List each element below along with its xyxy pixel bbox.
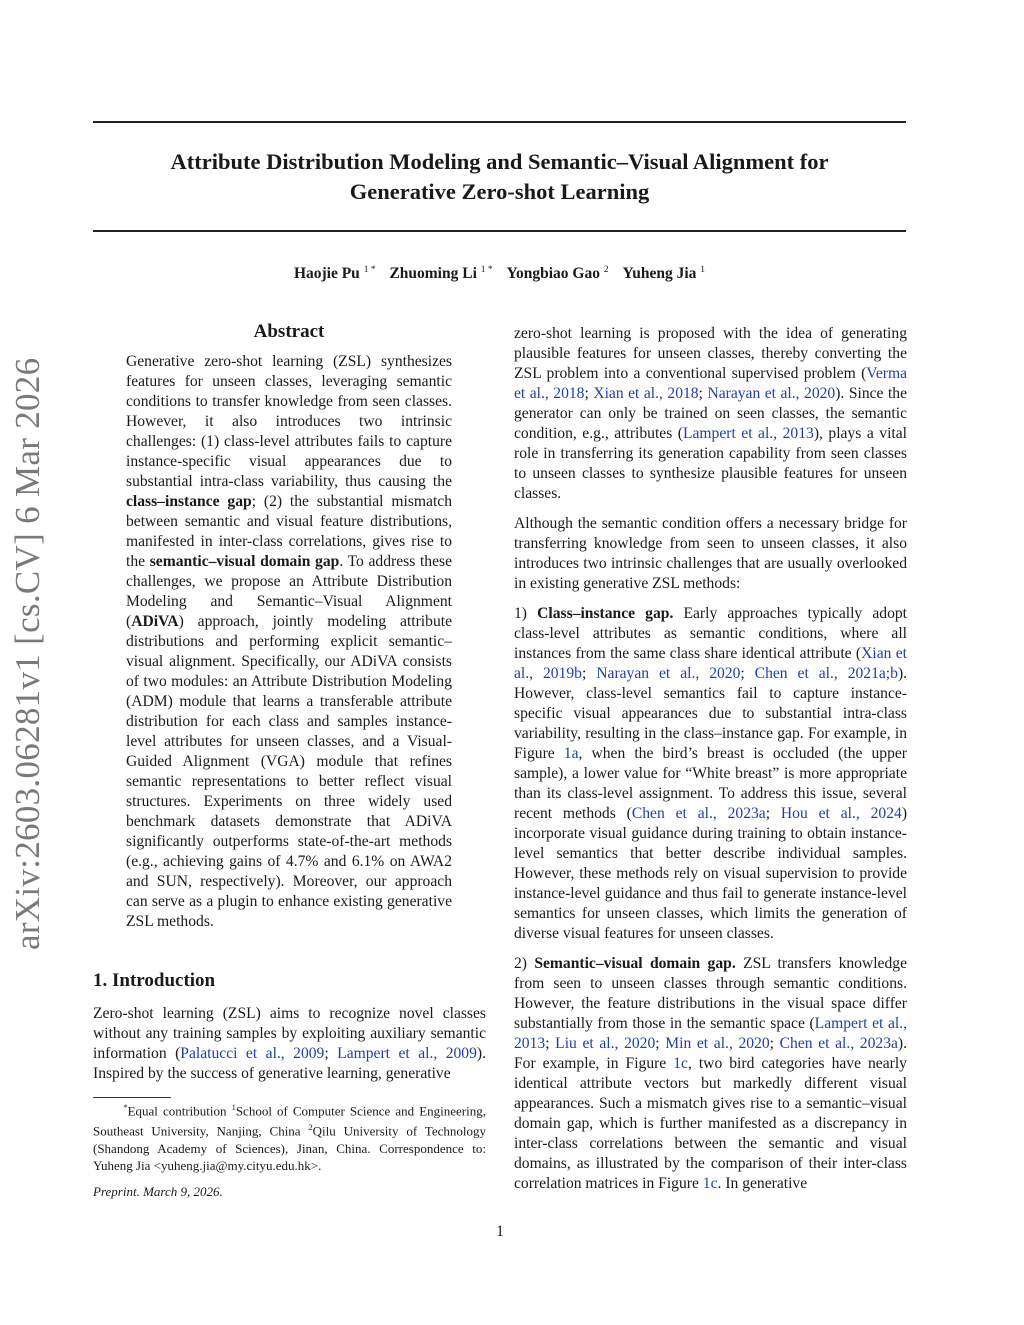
figure-link[interactable]: 1c <box>702 1175 718 1192</box>
abstract-heading: Abstract <box>253 321 325 342</box>
citation-link[interactable]: Narayan et al., 2020 <box>707 385 836 402</box>
citation-link[interactable]: Chen et al., 2023a <box>779 1035 898 1052</box>
right-paragraph-2: Although the semantic condition offers a necessary bridge for transferring knowledge from seen to unseen classes, it also introduces two intrinsic challenges that are usually overlooked in existing generative ZSL methods: <box>514 515 907 592</box>
citation-link[interactable]: Lampert et al., 2009 <box>337 1045 477 1062</box>
abstract-body: Generative zero-shot learning (ZSL) synthesizes features for unseen classes, leveraging semantic conditions to transfer knowledge from seen classes. However, it also introduces two intrinsic challenges: (1) class-level attributes fails to capture instance-specific visual appearances due to substantial intra-class variability, thus causing the class–instance gap; (2) the substantial mismatch between semantic and visual feature distributions, manifested in inter-class correlations, gives rise to the semantic–visual domain gap. To address these challenges, we propose an Attribute Distribution Modeling and Semantic–Visual Alignment (ADiVA) approach, jointly modeling attribute distributions and performing explicit semantic–visual alignment. Specifically, our ADiVA consists of two modules: an Attribute Distribution Modeling (ADM) module that learns a transferable attribute distribution for each class and samples instance-level attributes for unseen classes, and a Visual-Guided Alignment (VGA) module that refines semantic representations to better reflect visual structures. Experiments on three widely used benchmark datasets demonstrate that ADiVA significantly outperforms state-of-the-art methods (e.g., achieving gains of 4.7% and 6.1% on AWA2 and SUN, respectively). Moreover, our approach can serve as a plugin to enhance existing generative ZSL methods. <box>126 353 452 930</box>
citation-link[interactable]: Min et al., 2020 <box>665 1035 770 1052</box>
citation-link[interactable]: Lampert et al., 2013 <box>682 425 814 442</box>
author: Zhuoming Li $^{1 *}$ <box>389 265 493 283</box>
figure-link[interactable]: 1a <box>563 745 579 762</box>
author: Yuheng Jia $^1$ <box>622 265 706 283</box>
citation-link[interactable]: Xian et al., 2019b <box>514 645 907 682</box>
citation-link[interactable]: Chen et al., 2021a;b <box>754 665 898 682</box>
intro-paragraph: Zero-shot learning (ZSL) aims to recognize novel classes without any training samples by exploiting auxiliary semantic information (Palatucci et al., 2009; Lampert et al., 2009). Inspired by the success of generative learning, generative <box>93 1005 486 1082</box>
citation-link[interactable]: Chen et al., 2023a <box>631 805 766 822</box>
citation-link[interactable]: Liu et al., 2020 <box>555 1035 656 1052</box>
section-heading-introduction: 1. Introduction <box>93 970 216 991</box>
citation-link[interactable]: Narayan et al., 2020 <box>596 665 741 682</box>
author-list <box>93 265 906 283</box>
author: Haojie Pu $^{1 *}$ <box>293 265 376 283</box>
title-line-1: Attribute Distribution Modeling and Semantic–Visual Alignment for <box>170 149 829 174</box>
citation-link[interactable]: Hou et al., 2024 <box>780 805 902 822</box>
figure-link[interactable]: 1c <box>673 1055 688 1072</box>
citation-link[interactable]: Palatucci et al., 2009 <box>180 1045 325 1062</box>
title-line-2: Generative Zero-shot Learning <box>349 179 650 204</box>
citation-link[interactable]: Xian et al., 2018 <box>593 385 699 402</box>
page-number: 1 <box>496 1223 504 1240</box>
citation-link[interactable]: Verma et al., 2018 <box>514 365 907 402</box>
right-paragraph-domain-gap: 2) Semantic–visual domain gap. ZSL transfers knowledge from seen to unseen classes through semantic conditions. However, the feature distributions in the visual space differ substantially from those in the semantic space (Lampert et al., 2013; Liu et al., 2020; Min et al., 2020; Chen et al., 2023a). For example, in Figure 1c, two bird categories have nearly identical attribute vectors but markedly different visual appearances. Such a mismatch gives rise to a semantic–visual domain gap, which is further manifested as a discrepancy in inter-class correlations between the semantic and visual domains, as illustrated by the comparison of their inter-class correlation matrices in Figure 1c. In generative <box>514 955 908 1192</box>
citation-link[interactable]: Lampert et al., 2013 <box>514 1015 907 1052</box>
arxiv-sidebar-id: arXiv:2603.06281v1 [cs.CV] 6 Mar 2026 <box>8 357 47 950</box>
footnote-rule <box>93 1097 171 1098</box>
author: Yongbiao Gao $^2$ <box>506 265 609 283</box>
footnote: *Equal contribution $^1$School of Computer Science and Engineering, Southeast University, Nanjing, China $^2$Qilu University of Technology (Shandong Academy of Sciences), Jinan, China. Correspondence to: Yuheng Jia <yuheng.jia@my.cityu.edu.hk>. <box>93 1102 486 1173</box>
right-paragraph-1: zero-shot learning is proposed with the idea of generating plausible features for unseen classes, thereby converting the ZSL problem into a conventional supervised problem (Verma et al., 2018; Xian et al., 2018; Narayan et al., 2020). Since the generator can only be trained on seen classes, the semantic condition, e.g., attributes (Lampert et al., 2013), plays a vital role in transferring its generation capability from seen classes to unseen classes to synthesize plausible features for unseen classes. <box>514 325 908 502</box>
title-top-rule <box>93 121 906 123</box>
paper-title <box>93 147 906 207</box>
preprint-date: Preprint. March 9, 2026. <box>93 1184 223 1199</box>
right-paragraph-class-instance-gap: 1) Class–instance gap. Early approaches typically adopt class-level attributes as semantic conditions, where all instances from the same class share identical attribute (Xian et al., 2019b; Narayan et al., 2020; Chen et al., 2021a;b). However, class-level semantics fail to capture instance-specific visual appearances due to substantial intra-class variability, resulting in the class–instance gap. For example, in Figure 1a, when the bird’s breast is occluded (the upper sample), a lower value for “White breast” is more appropriate than its class-level assignment. To address this issue, several recent methods (Chen et al., 2023a; Hou et al., 2024) incorporate visual guidance during training to obtain instance-level semantics that better describe individual samples. However, these methods rely on visual supervision to provide instance-level guidance and thus fail to generate instance-level semantics for unseen classes, which limits the generation of diverse visual features for unseen classes. <box>514 605 908 942</box>
title-bottom-rule <box>93 230 906 232</box>
